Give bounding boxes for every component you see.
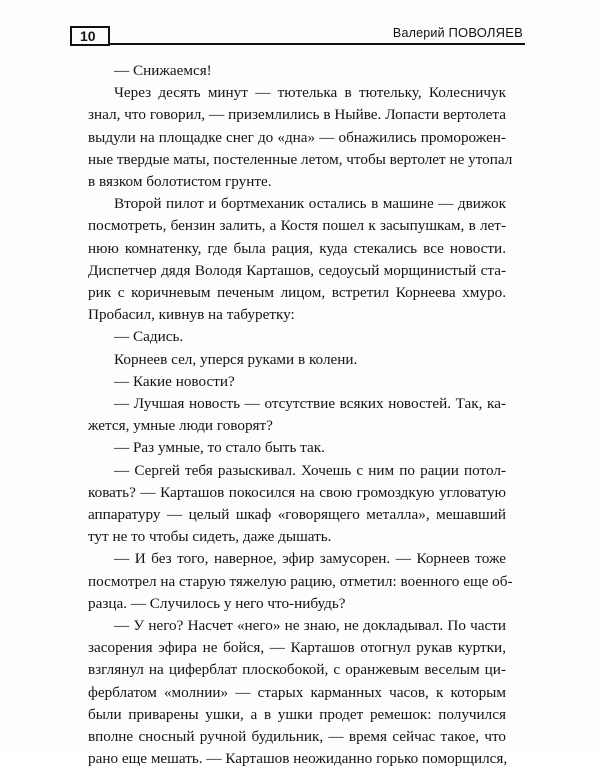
- text-line: в вязком болотистом грунте.: [88, 173, 272, 191]
- text-line: ные твердые маты, постеленные летом, чтобы вертолет не утопал: [88, 150, 513, 168]
- text-line: — Какие новости?: [114, 372, 235, 390]
- text-line: аппаратуру — целый шкаф «говорящего металла», мешавший: [88, 506, 506, 524]
- text-line: Диспетчер дядя Володя Карташов, седоусый морщинистый ста-: [88, 261, 506, 279]
- author-first-name: Валерий: [392, 26, 445, 40]
- page-header: [70, 22, 525, 46]
- text-line: вполне сносный ручной будильник, — время сейчас такое, что: [88, 728, 506, 746]
- body-text: [88, 60, 513, 771]
- text-line: посмотреть, бензин залить, а Костя пошел к засыпушкам, в лет-: [88, 217, 506, 235]
- text-line: Корнеев сел, уперся руками в колени.: [114, 350, 358, 368]
- text-line: — Снижаемся!: [114, 62, 212, 79]
- text-line: — Раз умные, то стало быть так.: [114, 439, 325, 457]
- text-line: ферблатом «молнии» — старых карманных часов, к которым: [88, 683, 506, 701]
- text-line: — И без того, наверное, эфир замусорен. — Корнеев тоже: [114, 550, 506, 568]
- text-line: рик с коричневым печеным лицом, встретил Корнеева хмуро.: [88, 284, 506, 302]
- text-line: выдули на площадке снег до «дна» — обнажились проморожен-: [88, 128, 506, 146]
- page-number: 10: [70, 26, 110, 46]
- header-rule: [110, 43, 525, 45]
- text-line: были приварены ушки, а в ушки продет ремешок: получился: [88, 705, 506, 723]
- text-line: рано еще мешать. — Карташов неожиданно горько поморщился,: [88, 750, 508, 768]
- text-line: — У него? Насчет «него» не знаю, не докладывал. По части: [114, 617, 506, 635]
- text-line: — Садись.: [114, 328, 184, 346]
- text-line: засорения эфира не бойся, — Карташов отогнул рукав куртки,: [88, 639, 506, 657]
- running-head: [393, 25, 523, 40]
- text-line: тут не то чтобы сидеть, даже дышать.: [88, 528, 332, 546]
- text-line: Через десять минут — тютелька в тютельку, Колесничук: [114, 84, 506, 102]
- text-line: ковать? — Карташов покосился на свою громоздкую угловатую: [88, 483, 506, 501]
- text-line: жется, умные люди говорят?: [88, 417, 273, 435]
- text-line: знал, что говорил, — приземлились в Ныйве. Лопасти вертолета: [88, 106, 506, 124]
- text-line: — Сергей тебя разыскивал. Хочешь с ним по рации потол-: [114, 461, 506, 479]
- text-line: Пробасил, кивнув на табуретку:: [88, 306, 295, 324]
- text-line: посмотрел на старую тяжелую рацию, отметил: военного еще об-: [88, 572, 513, 590]
- author-last-name: ПОВОЛЯЕВ: [448, 25, 523, 40]
- text-line: нюю комнатенку, где была рация, куда стекались все новости.: [88, 239, 506, 257]
- text-line: разца. — Случилось у него что-нибудь?: [88, 594, 346, 612]
- text-line: Второй пилот и бортмеханик остались в машине — движок: [114, 195, 506, 213]
- text-line: — Лучшая новость — отсутствие всяких новостей. Так, ка-: [114, 395, 506, 413]
- text-line: взглянул на циферблат плоскобокой, с оранжевым веселым ци-: [88, 661, 506, 679]
